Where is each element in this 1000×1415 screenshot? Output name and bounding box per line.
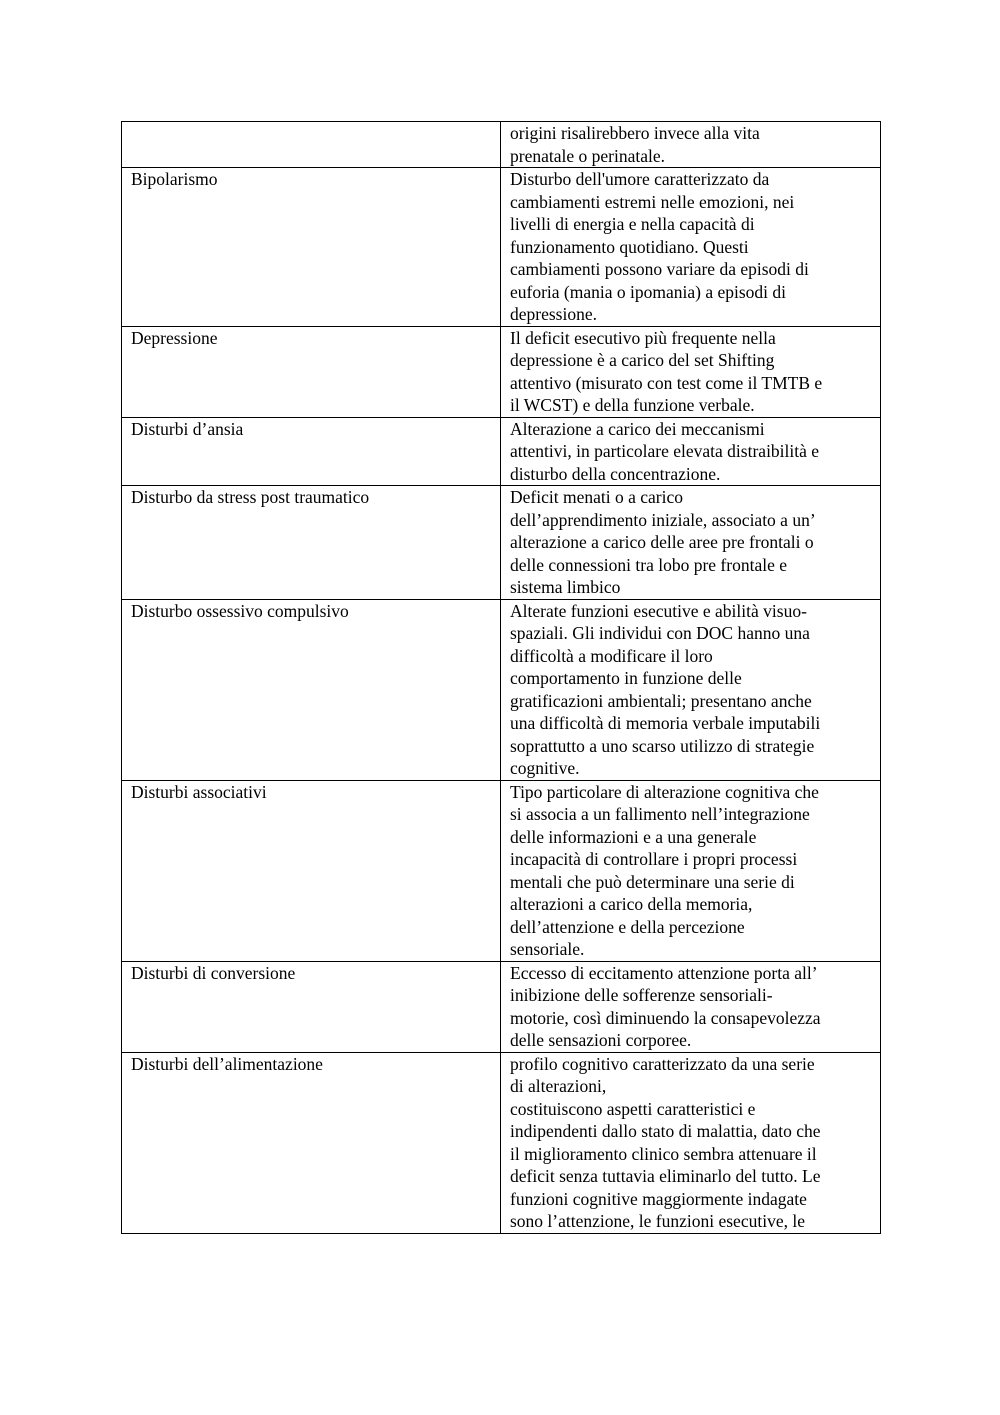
disorder-description: Tipo particolare di alterazione cognitiva che si associa a un fallimento nell’integrazione delle informazioni e a una generale incapacità di controllare i propri processi mentali che può determinare una serie di alterazioni a carico della memoria, dell’attenzione e della percezione sensoriale. bbox=[501, 780, 881, 961]
disorder-name: Disturbi d’ansia bbox=[122, 417, 501, 486]
disorder-description: Eccesso di eccitamento attenzione porta all’ inibizione delle sofferenze sensoriali- motorie, così diminuendo la consapevolezza delle sensazioni corporee. bbox=[501, 961, 881, 1052]
table-row bbox=[122, 486, 881, 600]
disorder-name: Disturbi associativi bbox=[122, 780, 501, 961]
table-row bbox=[122, 1052, 881, 1233]
table-row bbox=[122, 168, 881, 327]
disorder-description: origini risalirebbero invece alla vita prenatale o perinatale. bbox=[501, 122, 881, 168]
disorder-name: Bipolarismo bbox=[122, 168, 501, 327]
table-row bbox=[122, 961, 881, 1052]
disorder-name: Disturbo da stress post traumatico bbox=[122, 486, 501, 600]
table-row bbox=[122, 122, 881, 168]
disorder-name: Disturbi dell’alimentazione bbox=[122, 1052, 501, 1233]
disorder-description: Alterate funzioni esecutive e abilità visuo- spaziali. Gli individui con DOC hanno una difficoltà a modificare il loro comportamento in funzione delle gratificazioni ambientali; presentano anche una difficoltà di memoria verbale imputabili soprattutto a uno scarso utilizzo di strategie cognitive. bbox=[501, 599, 881, 780]
disorders-table bbox=[121, 121, 881, 1234]
disorder-description: Il deficit esecutivo più frequente nella depressione è a carico del set Shifting attentivo (misurato con test come il TMTB e il WCST) e della funzione verbale. bbox=[501, 326, 881, 417]
disorder-name: Depressione bbox=[122, 326, 501, 417]
table-row bbox=[122, 599, 881, 780]
disorder-name bbox=[122, 122, 501, 168]
table-row bbox=[122, 780, 881, 961]
disorder-description: Alterazione a carico dei meccanismi attentivi, in particolare elevata distraibilità e disturbo della concentrazione. bbox=[501, 417, 881, 486]
disorder-description: Disturbo dell'umore caratterizzato da cambiamenti estremi nelle emozioni, nei livelli di energia e nella capacità di funzionamento quotidiano. Questi cambiamenti possono variare da episodi di euforia (mania o ipomania) a episodi di depressione. bbox=[501, 168, 881, 327]
table-row bbox=[122, 326, 881, 417]
table-row bbox=[122, 417, 881, 486]
disorder-description: profilo cognitivo caratterizzato da una serie di alterazioni, costituiscono aspetti caratteristici e indipendenti dallo stato di malattia, dato che il miglioramento clinico sembra attenuare il deficit senza tuttavia eliminarlo del tutto. Le funzioni cognitive maggiormente indagate sono l’attenzione, le funzioni esecutive, le bbox=[501, 1052, 881, 1233]
disorder-description: Deficit menati o a carico dell’apprendimento iniziale, associato a un’ alterazione a carico delle aree pre frontali o delle connessioni tra lobo pre frontale e sistema limbico bbox=[501, 486, 881, 600]
disorder-name: Disturbo ossessivo compulsivo bbox=[122, 599, 501, 780]
disorder-name: Disturbi di conversione bbox=[122, 961, 501, 1052]
